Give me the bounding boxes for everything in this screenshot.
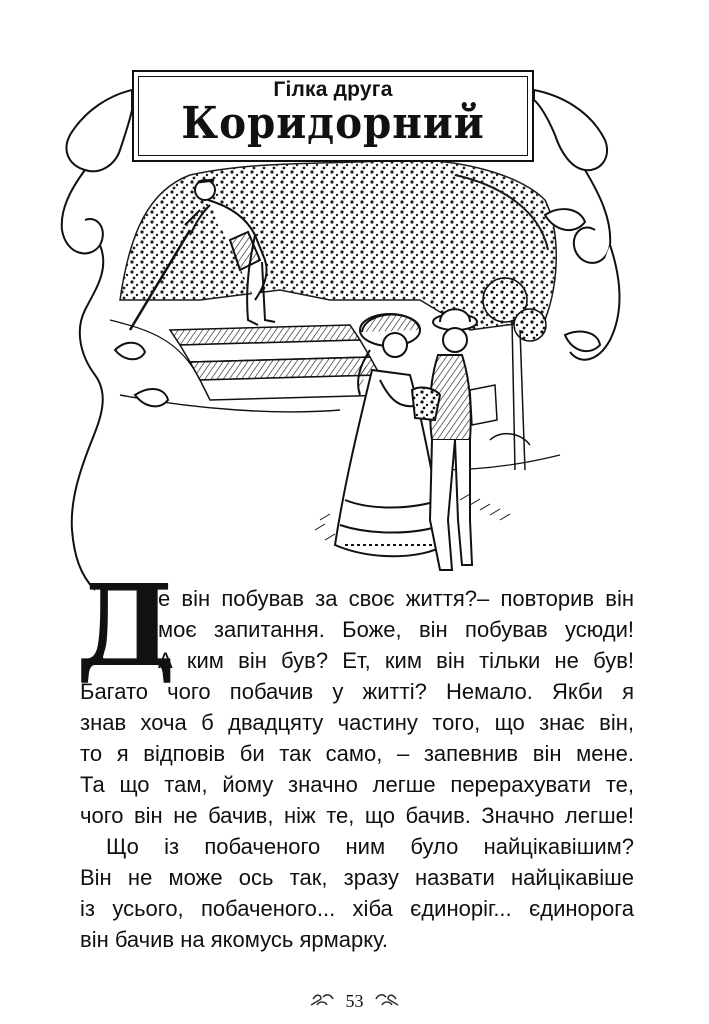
chapter-title: Коридорний	[181, 98, 485, 149]
text-line: то я відповів би так само, – запевнив він мене.	[80, 741, 634, 766]
text-line: Та що там, йому значно легше перерахувати те,	[80, 772, 634, 797]
chapter-banner	[132, 70, 534, 162]
leaf-ornament-icon	[309, 991, 335, 1012]
text-line: моє запитання. Боже, він побував усюди!	[158, 617, 634, 642]
text-line: Він не може ось так, зразу назвати найцікавіше	[80, 865, 634, 890]
text-line: знав хоча б двадцяту частину того, що знає він,	[80, 710, 634, 735]
text-line: А ким він був? Ет, ким він тільки не був!	[158, 648, 634, 673]
text-line: Багато чого побачив у житті? Немало. Якби я	[80, 679, 634, 704]
page-number: 53	[345, 991, 364, 1012]
drop-cap: Д	[76, 561, 176, 692]
ribbon-frame-left	[62, 90, 168, 590]
text-line: е він побував за своє життя?– повторив він	[158, 586, 634, 611]
text-line: Що із побаченого ним було найцікавішим?	[106, 834, 634, 859]
page-number-footer	[0, 990, 709, 1012]
leaf-ornament-icon	[374, 991, 400, 1012]
text-line: він бачив на якомусь ярмарку.	[80, 927, 388, 952]
text-line: чого він не бачив, ніж те, що бачив. Значно легше!	[80, 803, 634, 828]
garden-steps	[170, 325, 390, 400]
text-line: із усього, побаченого... хіба єдиноріг... єдинорога	[80, 896, 634, 921]
chapter-subtitle: Гілка друга	[273, 78, 393, 101]
